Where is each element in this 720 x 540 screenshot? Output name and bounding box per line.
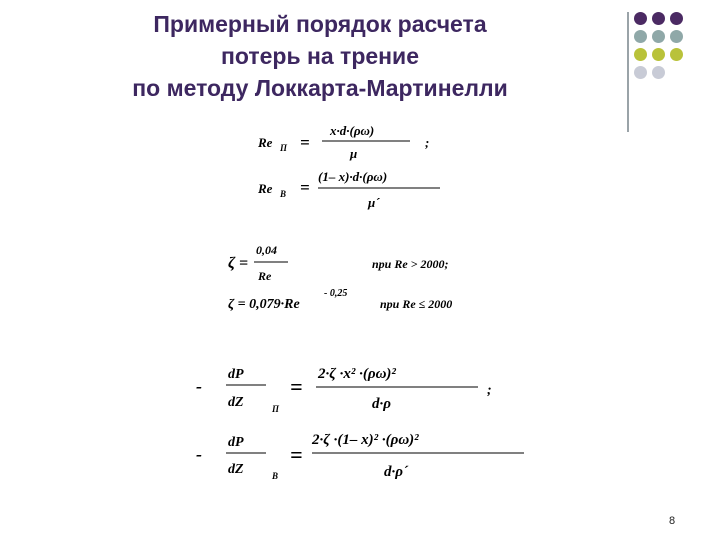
dp-v-eq: = xyxy=(290,442,303,467)
dp-p-den: dZ xyxy=(228,395,244,410)
zeta1-cond: при Re > 2000; xyxy=(372,257,449,271)
re-v-den: μ´ xyxy=(368,195,380,210)
re-p-num: x·d·(ρω) xyxy=(330,123,375,138)
zeta1-num: 0,04 xyxy=(256,243,277,257)
zeta2-cond: при Re ≤ 2000 xyxy=(380,297,453,311)
dp-p-rhs-num: 2·ζ ·x² ·(ρω)² xyxy=(318,366,396,382)
re-p-end: ; xyxy=(425,135,430,150)
title-line-3: по методу Локкарта-Мартинелли xyxy=(132,75,508,101)
formula-re-p xyxy=(257,123,429,161)
dp-v-rhs-num: 2·ζ ·(1– x)² ·(ρω)² xyxy=(312,432,419,448)
equals-sign: = xyxy=(300,133,310,152)
zeta2-text: ζ = 0,079·Re xyxy=(228,297,300,312)
page-number: 8 xyxy=(669,515,676,527)
re-p-den: μ xyxy=(350,146,358,161)
zeta2-exp: - 0,25 xyxy=(324,288,348,299)
dp-p-end: ; xyxy=(487,383,492,398)
re-v-lhs: Re xyxy=(258,181,273,196)
dp-v-minus: - xyxy=(196,444,202,464)
zeta1-den: Re xyxy=(258,269,272,283)
dp-p-sub: П xyxy=(272,404,280,414)
re-v-num: (1– x)·d·(ρω) xyxy=(318,169,388,184)
dp-p-rhs-den: d·ρ xyxy=(372,396,391,412)
re-v-sub: В xyxy=(280,189,287,199)
formula-zeta-1 xyxy=(228,243,449,283)
zeta1-lhs: ζ = xyxy=(228,255,249,272)
dp-v-sub: В xyxy=(272,471,279,481)
formula-zeta-2 xyxy=(228,288,452,312)
re-p-lhs: Re xyxy=(258,135,273,150)
re-p-sub: П xyxy=(280,143,288,153)
formula-dp-p xyxy=(196,366,492,414)
dp-p-minus: - xyxy=(196,376,202,396)
title-line-1: Примерный порядок расчета xyxy=(153,11,487,37)
dp-v-num: dP xyxy=(228,435,244,450)
formula-re-v xyxy=(257,169,440,210)
dp-p-eq: = xyxy=(290,374,303,399)
equals-sign: = xyxy=(300,178,310,197)
title-line-2: потерь на трение xyxy=(220,43,419,69)
formula-dp-v xyxy=(196,432,524,481)
dp-v-rhs-den: d·ρ´ xyxy=(384,464,408,480)
dp-p-num: dP xyxy=(228,367,244,382)
dp-v-den: dZ xyxy=(228,462,244,477)
